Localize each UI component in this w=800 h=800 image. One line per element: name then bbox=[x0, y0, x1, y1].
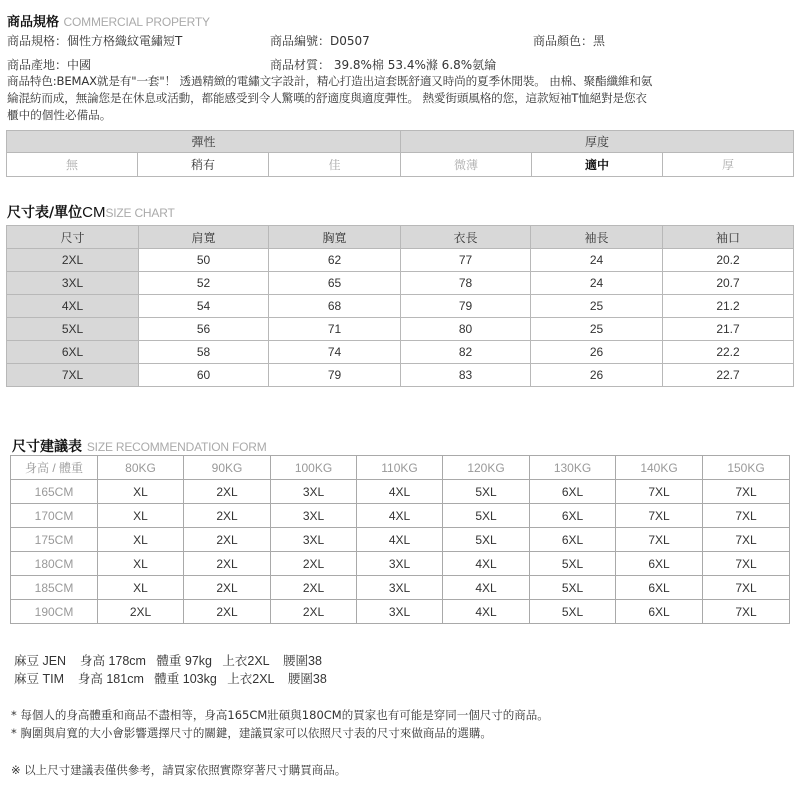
size-value-cell: 20.2 bbox=[663, 249, 794, 272]
thickness-table bbox=[400, 130, 794, 177]
recommendation-column-header: 140KG bbox=[616, 456, 703, 480]
recommendation-row bbox=[11, 576, 790, 600]
size-value-cell: 22.7 bbox=[663, 364, 794, 387]
recommended-size-cell: 5XL bbox=[443, 480, 530, 504]
recommended-size-cell: 2XL bbox=[271, 552, 357, 576]
recommended-size-cell: 4XL bbox=[357, 480, 443, 504]
size-chart-row bbox=[7, 318, 794, 341]
recommended-size-cell: 3XL bbox=[271, 528, 357, 552]
disclaimer: ※ 以上尺寸建議表僅供參考，請買家依照實際穿著尺寸購買商品。 bbox=[11, 763, 347, 777]
size-value-cell: 21.7 bbox=[663, 318, 794, 341]
size-label-cell: 3XL bbox=[7, 272, 139, 295]
size-value-cell: 24 bbox=[531, 272, 663, 295]
elasticity-header: 彈性 bbox=[7, 131, 401, 153]
recommended-size-cell: 4XL bbox=[443, 576, 530, 600]
recommended-size-cell: 7XL bbox=[703, 576, 790, 600]
spec-material: 商品材質： 39.8%棉 53.4%滌 6.8%氨綸 bbox=[270, 58, 497, 72]
size-chart-row bbox=[7, 295, 794, 318]
recommended-size-cell: 2XL bbox=[184, 600, 271, 624]
size-value-cell: 20.7 bbox=[663, 272, 794, 295]
recommended-size-cell: 2XL bbox=[184, 480, 271, 504]
recommended-size-cell: 3XL bbox=[271, 480, 357, 504]
recommended-size-cell: 6XL bbox=[616, 552, 703, 576]
thickness-option: 微薄 bbox=[401, 153, 532, 177]
note-line: * 每個人的身高體重和商品不盡相等，身高165CM壯碩與180CM的買家也有可能是穿同一個尺寸的商品。 bbox=[11, 708, 549, 722]
height-label-cell: 180CM bbox=[11, 552, 98, 576]
height-label-cell: 175CM bbox=[11, 528, 98, 552]
size-value-cell: 52 bbox=[139, 272, 269, 295]
size-value-cell: 62 bbox=[269, 249, 401, 272]
elasticity-option: 無 bbox=[7, 153, 138, 177]
size-value-cell: 50 bbox=[139, 249, 269, 272]
recommended-size-cell: 4XL bbox=[443, 552, 530, 576]
recommendation-row bbox=[11, 504, 790, 528]
thickness-option-selected: 適中 bbox=[532, 153, 663, 177]
size-chart-header-row bbox=[7, 226, 794, 249]
recommendation-title bbox=[12, 436, 267, 456]
recommended-size-cell: 7XL bbox=[616, 504, 703, 528]
size-value-cell: 68 bbox=[269, 295, 401, 318]
height-label-cell: 185CM bbox=[11, 576, 98, 600]
size-chart-column-header: 衣長 bbox=[401, 226, 531, 249]
recommended-size-cell: 7XL bbox=[703, 552, 790, 576]
size-value-cell: 54 bbox=[139, 295, 269, 318]
size-value-cell: 65 bbox=[269, 272, 401, 295]
recommendation-row bbox=[11, 552, 790, 576]
size-label-cell: 4XL bbox=[7, 295, 139, 318]
recommended-size-cell: 6XL bbox=[530, 480, 616, 504]
spec-subtitle: COMMERCIAL PROPERTY bbox=[63, 15, 210, 29]
size-value-cell: 60 bbox=[139, 364, 269, 387]
recommendation-subtitle: SIZE RECOMMENDATION FORM bbox=[86, 440, 267, 454]
note-line: * 胸圍與肩寬的大小會影響選擇尺寸的關鍵，建議買家可以依照尺寸表的尺寸來做商品的選購。 bbox=[11, 726, 492, 740]
size-value-cell: 21.2 bbox=[663, 295, 794, 318]
spec-name: 商品規格：個性方格織紋電繡短T bbox=[7, 34, 183, 48]
size-value-cell: 26 bbox=[531, 341, 663, 364]
size-chart-row bbox=[7, 364, 794, 387]
recommended-size-cell: 5XL bbox=[443, 528, 530, 552]
recommendation-column-header: 110KG bbox=[357, 456, 443, 480]
recommended-size-cell: XL bbox=[98, 504, 184, 528]
size-label-cell: 6XL bbox=[7, 341, 139, 364]
recommended-size-cell: 3XL bbox=[357, 600, 443, 624]
size-chart-column-header: 袖口 bbox=[663, 226, 794, 249]
spec-section-title bbox=[7, 11, 210, 30]
model-info-jen: 麻豆 JEN 身高 178cm 體重 97kg 上衣2XL 腰圍38 bbox=[14, 654, 322, 668]
thickness-header: 厚度 bbox=[401, 131, 794, 153]
recommendation-header-row bbox=[11, 456, 790, 480]
recommended-size-cell: 2XL bbox=[98, 600, 184, 624]
size-value-cell: 83 bbox=[401, 364, 531, 387]
size-label-cell: 7XL bbox=[7, 364, 139, 387]
recommended-size-cell: XL bbox=[98, 552, 184, 576]
size-chart-table bbox=[6, 225, 794, 387]
size-value-cell: 22.2 bbox=[663, 341, 794, 364]
recommended-size-cell: XL bbox=[98, 528, 184, 552]
spec-feature bbox=[7, 73, 797, 124]
size-value-cell: 82 bbox=[401, 341, 531, 364]
size-chart-column-header: 尺寸 bbox=[7, 226, 139, 249]
elasticity-option-selected: 稍有 bbox=[138, 153, 269, 177]
recommended-size-cell: 7XL bbox=[703, 504, 790, 528]
size-chart-unit: CM bbox=[82, 204, 106, 221]
spec-origin: 商品產地：中國 bbox=[7, 58, 92, 72]
recommended-size-cell: XL bbox=[98, 480, 184, 504]
recommended-size-cell: 2XL bbox=[184, 528, 271, 552]
size-value-cell: 79 bbox=[401, 295, 531, 318]
size-chart-row bbox=[7, 249, 794, 272]
recommended-size-cell: 5XL bbox=[530, 576, 616, 600]
spec-feature-line: 商品特色:BEMAX就是有"一套"！ 透過精緻的電繡文字設計，精心打造出這套既舒適又時尚的夏季休閒裝。 由棉、聚酯纖維和氨 bbox=[7, 74, 653, 88]
size-chart-column-header: 胸寬 bbox=[269, 226, 401, 249]
recommended-size-cell: 2XL bbox=[271, 576, 357, 600]
recommended-size-cell: 7XL bbox=[616, 480, 703, 504]
recommended-size-cell: 6XL bbox=[530, 528, 616, 552]
recommended-size-cell: 5XL bbox=[443, 504, 530, 528]
recommendation-row bbox=[11, 600, 790, 624]
recommended-size-cell: XL bbox=[98, 576, 184, 600]
elasticity-option: 佳 bbox=[269, 153, 401, 177]
recommended-size-cell: 3XL bbox=[357, 576, 443, 600]
spec-feature-line: 綸混紡而成，無論您是在休息或活動，都能感受到令人驚嘆的舒適度與適度彈性。 熱愛街頭風格的您，這款短袖T恤絕對是您衣 bbox=[7, 91, 647, 105]
recommended-size-cell: 3XL bbox=[271, 504, 357, 528]
size-chart-column-header: 肩寬 bbox=[139, 226, 269, 249]
recommendation-column-header: 150KG bbox=[703, 456, 790, 480]
size-label-cell: 2XL bbox=[7, 249, 139, 272]
size-label-cell: 5XL bbox=[7, 318, 139, 341]
recommendation-title-text: 尺寸建議表 bbox=[12, 439, 82, 455]
size-chart-title-text: 尺寸表/單位 bbox=[7, 205, 83, 221]
recommended-size-cell: 2XL bbox=[184, 576, 271, 600]
size-chart-column-header: 袖長 bbox=[531, 226, 663, 249]
height-label-cell: 190CM bbox=[11, 600, 98, 624]
recommended-size-cell: 2XL bbox=[184, 552, 271, 576]
size-value-cell: 26 bbox=[531, 364, 663, 387]
spec-color: 商品顏色：黑 bbox=[533, 34, 606, 48]
recommended-size-cell: 7XL bbox=[703, 528, 790, 552]
size-chart-subtitle: SIZE CHART bbox=[105, 206, 175, 220]
recommended-size-cell: 4XL bbox=[443, 600, 530, 624]
recommendation-column-header: 100KG bbox=[271, 456, 357, 480]
recommended-size-cell: 2XL bbox=[184, 504, 271, 528]
size-chart-row bbox=[7, 272, 794, 295]
recommendation-column-header: 130KG bbox=[530, 456, 616, 480]
recommendation-row bbox=[11, 480, 790, 504]
recommended-size-cell: 7XL bbox=[616, 528, 703, 552]
size-chart-row bbox=[7, 341, 794, 364]
size-value-cell: 24 bbox=[531, 249, 663, 272]
size-value-cell: 71 bbox=[269, 318, 401, 341]
elasticity-table bbox=[6, 130, 401, 177]
recommendation-table bbox=[10, 455, 790, 624]
model-info-tim: 麻豆 TIM 身高 181cm 體重 103kg 上衣2XL 腰圍38 bbox=[14, 672, 327, 686]
spec-title: 商品規格 bbox=[7, 15, 60, 30]
height-label-cell: 170CM bbox=[11, 504, 98, 528]
recommended-size-cell: 7XL bbox=[703, 600, 790, 624]
recommended-size-cell: 3XL bbox=[357, 552, 443, 576]
recommended-size-cell: 6XL bbox=[616, 576, 703, 600]
spec-feature-line: 櫃中的個性必備品。 bbox=[7, 108, 112, 122]
recommended-size-cell: 6XL bbox=[530, 504, 616, 528]
spec-code: 商品編號：D0507 bbox=[270, 34, 370, 48]
size-value-cell: 77 bbox=[401, 249, 531, 272]
recommendation-column-header: 120KG bbox=[443, 456, 530, 480]
recommendation-row bbox=[11, 528, 790, 552]
recommendation-column-header: 身高 / 體重 bbox=[11, 456, 98, 480]
size-value-cell: 25 bbox=[531, 318, 663, 341]
recommended-size-cell: 2XL bbox=[271, 600, 357, 624]
height-label-cell: 165CM bbox=[11, 480, 98, 504]
size-value-cell: 78 bbox=[401, 272, 531, 295]
thickness-option: 厚 bbox=[663, 153, 794, 177]
recommended-size-cell: 5XL bbox=[530, 600, 616, 624]
size-value-cell: 74 bbox=[269, 341, 401, 364]
size-value-cell: 25 bbox=[531, 295, 663, 318]
recommendation-column-header: 90KG bbox=[184, 456, 271, 480]
size-value-cell: 58 bbox=[139, 341, 269, 364]
recommendation-column-header: 80KG bbox=[98, 456, 184, 480]
size-value-cell: 79 bbox=[269, 364, 401, 387]
recommended-size-cell: 4XL bbox=[357, 504, 443, 528]
size-value-cell: 80 bbox=[401, 318, 531, 341]
recommended-size-cell: 7XL bbox=[703, 480, 790, 504]
recommended-size-cell: 5XL bbox=[530, 552, 616, 576]
recommended-size-cell: 4XL bbox=[357, 528, 443, 552]
size-chart-title bbox=[7, 202, 175, 222]
size-value-cell: 56 bbox=[139, 318, 269, 341]
recommended-size-cell: 6XL bbox=[616, 600, 703, 624]
